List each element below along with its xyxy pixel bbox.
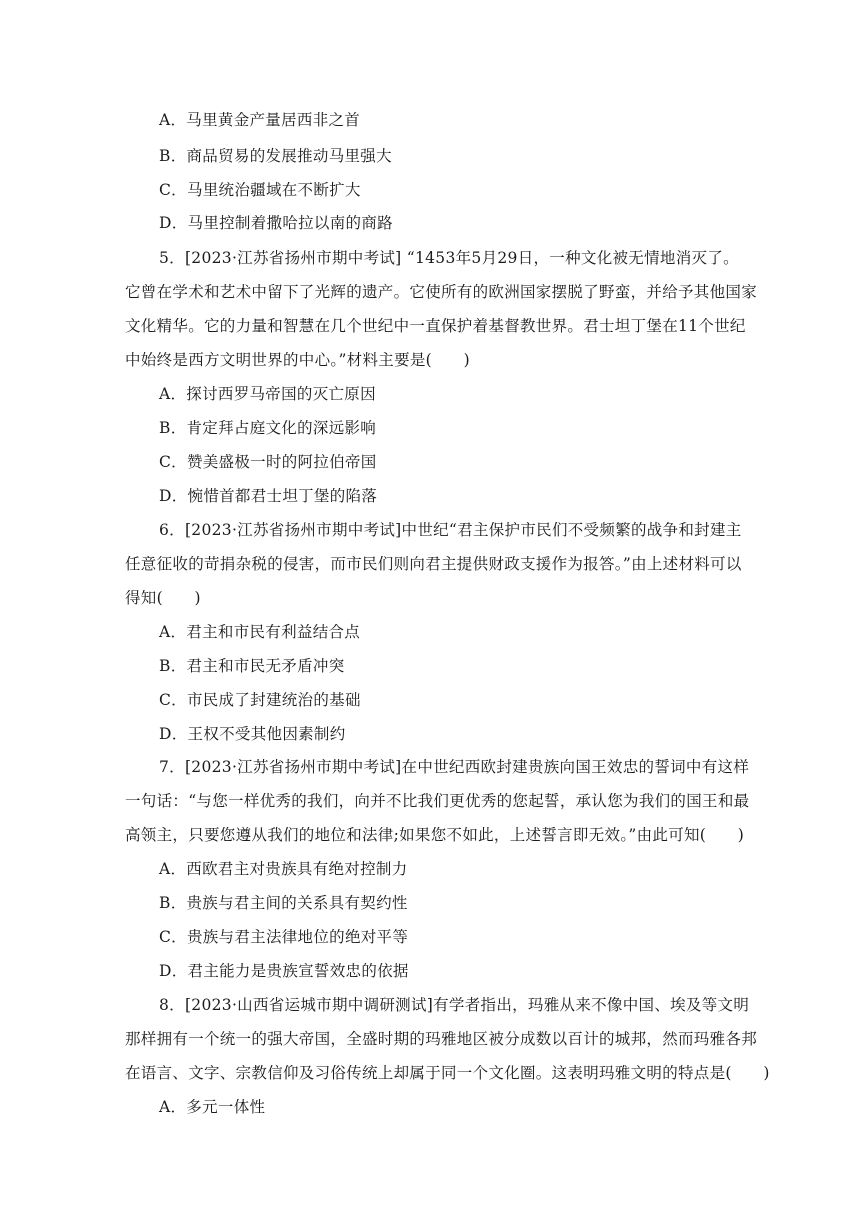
q6-option-a: A．君主和市民有利益结合点 [159, 623, 361, 641]
q6-stem-line-3: 得知( ) [125, 589, 201, 607]
q7-option-a: A．西欧君主对贵族具有绝对控制力 [159, 860, 408, 878]
q4-option-d: D．马里控制着撒哈拉以南的商路 [159, 214, 393, 232]
q7-stem-line-2: 一句话：“与您一样优秀的我们，向并不比我们更优秀的您起誓，承认您为我们的国王和最 [125, 792, 750, 810]
q8-stem-line-3: 在语言、文字、宗教信仰及习俗传统上却属于同一个文化圈。这表明玛雅文明的特点是( ) [125, 1064, 770, 1082]
q4-option-b: B．商品贸易的发展推动马里强大 [159, 147, 392, 165]
q7-option-d: D．君主能力是贵族宣誓效忠的依据 [159, 962, 409, 980]
q5-stem-line-3: 文化精华。它的力量和智慧在几个世纪中一直保护着基督教世界。君士坦丁堡在11个世纪 [125, 317, 746, 335]
q6-option-c: C．市民成了封建统治的基础 [159, 691, 361, 709]
q7-option-b: B．贵族与君主间的关系具有契约性 [159, 894, 408, 912]
q5-option-a: A．探讨西罗马帝国的灭亡原因 [159, 385, 376, 403]
q6-option-d: D．王权不受其他因素制约 [159, 725, 346, 743]
q7-stem-line-3: 高领主，只要您遵从我们的地位和法律;如果您不如此，上述誓言即无效。”由此可知( ) [125, 826, 745, 844]
q8-stem-line-1: 8．[2023·山西省运城市期中调研测试]有学者指出，玛雅从来不像中国、埃及等文明 [159, 996, 750, 1014]
q6-stem-line-1: 6．[2023·江苏省扬州市期中考试]中世纪“君主保护市民们不受频繁的战争和封建主 [159, 521, 742, 539]
q8-stem-line-2: 那样拥有一个统一的强大帝国，全盛时期的玛雅地区被分成数以百计的城邦，然而玛雅各邦 [125, 1030, 758, 1048]
q5-option-b: B．肯定拜占庭文化的深远影响 [159, 419, 377, 437]
q5-option-c: C．赞美盛极一时的阿拉伯帝国 [159, 453, 377, 471]
q5-stem-line-4: 中始终是西方文明世界的中心。”材料主要是( ) [125, 351, 470, 369]
q8-option-a: A．多元一体性 [159, 1098, 266, 1116]
q7-option-c: C．贵族与君主法律地位的绝对平等 [159, 928, 409, 946]
q6-stem-line-2: 任意征收的苛捐杂税的侵害，而市民们则向君主提供财政支援作为报答。”由上述材料可以 [125, 555, 742, 573]
q6-option-b: B．君主和市民无矛盾冲突 [159, 657, 345, 675]
q5-stem-line-1: 5．[2023·江苏省扬州市期中考试] “1453年5月29日，一种文化被无情地消灭了。 [159, 249, 739, 267]
q4-option-c: C．马里统治疆域在不断扩大 [159, 181, 361, 199]
q7-stem-line-1: 7．[2023·江苏省扬州市期中考试]在中世纪西欧封建贵族向国王效忠的誓词中有这样 [159, 758, 750, 776]
q4-option-a: A．马里黄金产量居西非之首 [159, 111, 361, 129]
q5-option-d: D．惋惜首都君士坦丁堡的陷落 [159, 487, 378, 505]
q5-stem-line-2: 它曾在学术和艺术中留下了光辉的遗产。它使所有的欧洲国家摆脱了野蛮，并给予其他国家 [125, 283, 758, 301]
